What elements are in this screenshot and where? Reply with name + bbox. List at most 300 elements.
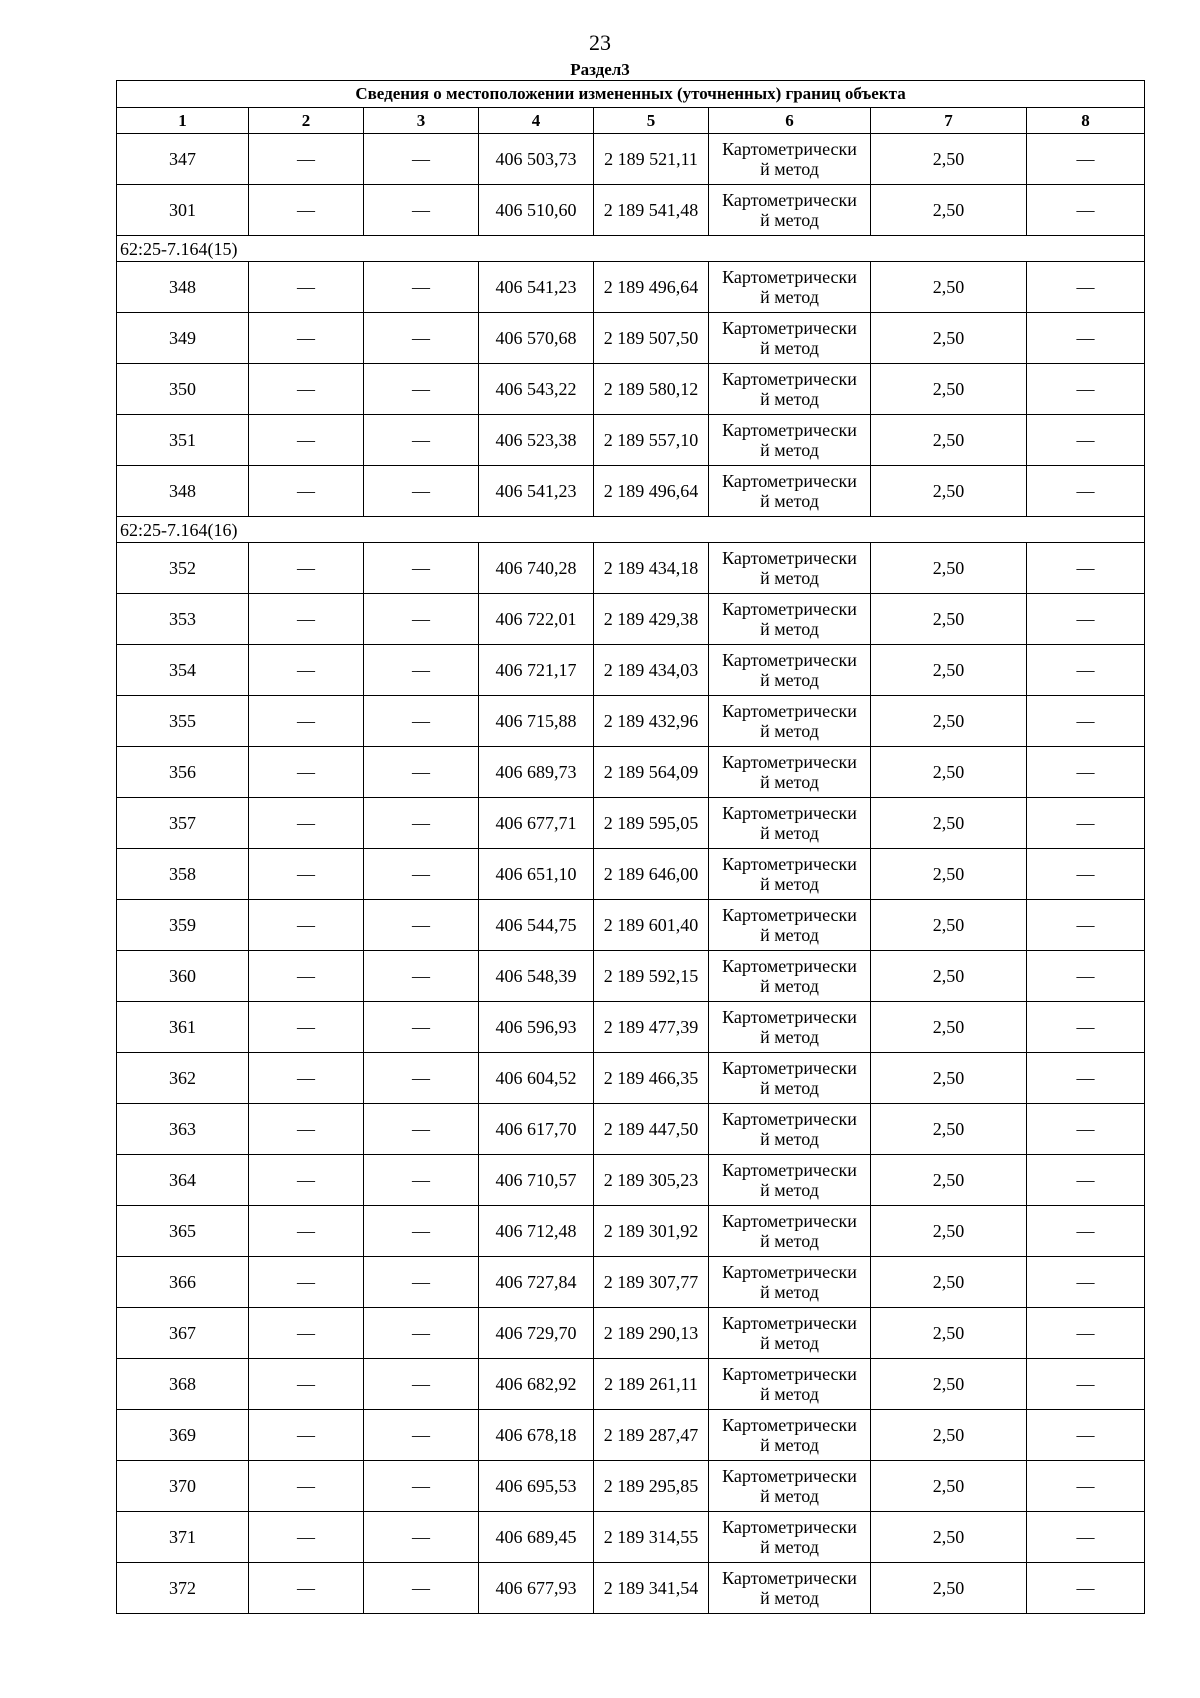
accuracy-cell: 2,50 bbox=[871, 594, 1027, 645]
point-id-cell: 348 bbox=[117, 262, 249, 313]
dash-cell: — bbox=[364, 415, 479, 466]
dash-cell: — bbox=[249, 415, 364, 466]
table-row bbox=[117, 1257, 1145, 1308]
x-coordinate-cell: 406 548,39 bbox=[479, 951, 594, 1002]
dash-cell: — bbox=[249, 594, 364, 645]
dash-cell: — bbox=[249, 543, 364, 594]
dash-cell: — bbox=[249, 900, 364, 951]
dash-cell: — bbox=[364, 900, 479, 951]
y-coordinate-cell: 2 189 477,39 bbox=[594, 1002, 709, 1053]
method-text-line1: Картометрически bbox=[722, 1415, 857, 1435]
dash-cell: — bbox=[364, 1461, 479, 1512]
method-text-line1: Картометрически bbox=[722, 1211, 857, 1231]
dash-cell: — bbox=[249, 849, 364, 900]
accuracy-cell: 2,50 bbox=[871, 1257, 1027, 1308]
x-coordinate-cell: 406 727,84 bbox=[479, 1257, 594, 1308]
y-coordinate-cell: 2 189 580,12 bbox=[594, 364, 709, 415]
x-coordinate-cell: 406 689,73 bbox=[479, 747, 594, 798]
dash-cell: — bbox=[1027, 415, 1145, 466]
point-id-cell: 350 bbox=[117, 364, 249, 415]
dash-cell: — bbox=[249, 1563, 364, 1614]
method-text-line1: Картометрически bbox=[722, 1109, 857, 1129]
y-coordinate-cell: 2 189 434,18 bbox=[594, 543, 709, 594]
table-row bbox=[117, 594, 1145, 645]
accuracy-cell: 2,50 bbox=[871, 1410, 1027, 1461]
point-id-cell: 370 bbox=[117, 1461, 249, 1512]
x-coordinate-cell: 406 596,93 bbox=[479, 1002, 594, 1053]
column-header: 2 bbox=[249, 108, 364, 134]
dash-cell: — bbox=[364, 262, 479, 313]
method-text-line2: й метод bbox=[760, 1588, 819, 1608]
x-coordinate-cell: 406 604,52 bbox=[479, 1053, 594, 1104]
method-text-line1: Картометрически bbox=[722, 471, 857, 491]
dash-cell: — bbox=[249, 1512, 364, 1563]
method-cell bbox=[709, 951, 871, 1002]
point-id-cell: 355 bbox=[117, 696, 249, 747]
y-coordinate-cell: 2 189 646,00 bbox=[594, 849, 709, 900]
table-row bbox=[117, 1104, 1145, 1155]
accuracy-cell: 2,50 bbox=[871, 900, 1027, 951]
table-row bbox=[117, 466, 1145, 517]
table-row bbox=[117, 798, 1145, 849]
method-cell bbox=[709, 1359, 871, 1410]
method-text-line1: Картометрически bbox=[722, 369, 857, 389]
dash-cell: — bbox=[1027, 1155, 1145, 1206]
column-header: 8 bbox=[1027, 108, 1145, 134]
dash-cell: — bbox=[249, 1206, 364, 1257]
method-cell bbox=[709, 696, 871, 747]
dash-cell: — bbox=[1027, 1359, 1145, 1410]
y-coordinate-cell: 2 189 541,48 bbox=[594, 185, 709, 236]
method-text-line2: й метод bbox=[760, 1435, 819, 1455]
table-body bbox=[117, 134, 1145, 1614]
y-coordinate-cell: 2 189 601,40 bbox=[594, 900, 709, 951]
dash-cell: — bbox=[1027, 1206, 1145, 1257]
method-cell bbox=[709, 466, 871, 517]
dash-cell: — bbox=[1027, 262, 1145, 313]
method-text-line1: Картометрически bbox=[722, 701, 857, 721]
dash-cell: — bbox=[1027, 364, 1145, 415]
point-id-cell: 351 bbox=[117, 415, 249, 466]
point-id-cell: 353 bbox=[117, 594, 249, 645]
dash-cell: — bbox=[364, 364, 479, 415]
y-coordinate-cell: 2 189 287,47 bbox=[594, 1410, 709, 1461]
method-cell bbox=[709, 134, 871, 185]
method-cell bbox=[709, 1563, 871, 1614]
dash-cell: — bbox=[249, 1002, 364, 1053]
column-header: 5 bbox=[594, 108, 709, 134]
method-cell bbox=[709, 1206, 871, 1257]
dash-cell: — bbox=[364, 1308, 479, 1359]
dash-cell: — bbox=[364, 645, 479, 696]
method-text-line2: й метод bbox=[760, 874, 819, 894]
point-id-cell: 368 bbox=[117, 1359, 249, 1410]
column-header: 1 bbox=[117, 108, 249, 134]
dash-cell: — bbox=[249, 1308, 364, 1359]
method-text-line1: Картометрически bbox=[722, 1313, 857, 1333]
point-id-cell: 369 bbox=[117, 1410, 249, 1461]
y-coordinate-cell: 2 189 507,50 bbox=[594, 313, 709, 364]
point-id-cell: 364 bbox=[117, 1155, 249, 1206]
y-coordinate-cell: 2 189 595,05 bbox=[594, 798, 709, 849]
dash-cell: — bbox=[1027, 951, 1145, 1002]
x-coordinate-cell: 406 523,38 bbox=[479, 415, 594, 466]
x-coordinate-cell: 406 570,68 bbox=[479, 313, 594, 364]
column-header: 3 bbox=[364, 108, 479, 134]
x-coordinate-cell: 406 678,18 bbox=[479, 1410, 594, 1461]
dash-cell: — bbox=[249, 1410, 364, 1461]
method-cell bbox=[709, 1104, 871, 1155]
method-text-line2: й метод bbox=[760, 1180, 819, 1200]
point-id-cell: 357 bbox=[117, 798, 249, 849]
x-coordinate-cell: 406 677,93 bbox=[479, 1563, 594, 1614]
method-cell bbox=[709, 364, 871, 415]
accuracy-cell: 2,50 bbox=[871, 1104, 1027, 1155]
point-id-cell: 347 bbox=[117, 134, 249, 185]
method-text-line1: Картометрически bbox=[722, 267, 857, 287]
group-label: 62:25-7.164(16) bbox=[117, 517, 1145, 543]
method-text-line2: й метод bbox=[760, 1027, 819, 1047]
point-id-cell: 301 bbox=[117, 185, 249, 236]
point-id-cell: 354 bbox=[117, 645, 249, 696]
method-text-line2: й метод bbox=[760, 619, 819, 639]
method-text-line2: й метод bbox=[760, 440, 819, 460]
accuracy-cell: 2,50 bbox=[871, 1155, 1027, 1206]
x-coordinate-cell: 406 541,23 bbox=[479, 466, 594, 517]
dash-cell: — bbox=[1027, 466, 1145, 517]
x-coordinate-cell: 406 729,70 bbox=[479, 1308, 594, 1359]
dash-cell: — bbox=[249, 1257, 364, 1308]
point-id-cell: 359 bbox=[117, 900, 249, 951]
dash-cell: — bbox=[364, 1104, 479, 1155]
y-coordinate-cell: 2 189 521,11 bbox=[594, 134, 709, 185]
y-coordinate-cell: 2 189 496,64 bbox=[594, 262, 709, 313]
point-id-cell: 349 bbox=[117, 313, 249, 364]
page-number: 23 bbox=[589, 30, 611, 55]
point-id-cell: 352 bbox=[117, 543, 249, 594]
table-row bbox=[117, 185, 1145, 236]
dash-cell: — bbox=[1027, 1104, 1145, 1155]
dash-cell: — bbox=[1027, 313, 1145, 364]
table-row bbox=[117, 543, 1145, 594]
accuracy-cell: 2,50 bbox=[871, 798, 1027, 849]
dash-cell: — bbox=[1027, 1563, 1145, 1614]
method-text-line2: й метод bbox=[760, 159, 819, 179]
method-text-line1: Картометрически bbox=[722, 1466, 857, 1486]
method-text-line1: Картометрически bbox=[722, 650, 857, 670]
y-coordinate-cell: 2 189 261,11 bbox=[594, 1359, 709, 1410]
accuracy-cell: 2,50 bbox=[871, 1461, 1027, 1512]
dash-cell: — bbox=[249, 696, 364, 747]
x-coordinate-cell: 406 740,28 bbox=[479, 543, 594, 594]
dash-cell: — bbox=[364, 849, 479, 900]
point-id-cell: 348 bbox=[117, 466, 249, 517]
table-row bbox=[117, 1155, 1145, 1206]
accuracy-cell: 2,50 bbox=[871, 645, 1027, 696]
method-text-line2: й метод bbox=[760, 721, 819, 741]
method-text-line2: й метод bbox=[760, 210, 819, 230]
point-id-cell: 356 bbox=[117, 747, 249, 798]
y-coordinate-cell: 2 189 301,92 bbox=[594, 1206, 709, 1257]
table-row bbox=[117, 951, 1145, 1002]
dash-cell: — bbox=[364, 185, 479, 236]
method-text-line1: Картометрически bbox=[722, 1364, 857, 1384]
method-text-line1: Картометрически bbox=[722, 1058, 857, 1078]
method-cell bbox=[709, 262, 871, 313]
y-coordinate-cell: 2 189 434,03 bbox=[594, 645, 709, 696]
x-coordinate-cell: 406 651,10 bbox=[479, 849, 594, 900]
accuracy-cell: 2,50 bbox=[871, 1308, 1027, 1359]
accuracy-cell: 2,50 bbox=[871, 185, 1027, 236]
table-row bbox=[117, 1410, 1145, 1461]
table-row bbox=[117, 849, 1145, 900]
method-text-line1: Картометрически bbox=[722, 803, 857, 823]
x-coordinate-cell: 406 541,23 bbox=[479, 262, 594, 313]
method-text-line2: й метод bbox=[760, 1231, 819, 1251]
dash-cell: — bbox=[364, 1512, 479, 1563]
accuracy-cell: 2,50 bbox=[871, 543, 1027, 594]
group-row bbox=[117, 517, 1145, 543]
method-text-line1: Картометрически bbox=[722, 905, 857, 925]
y-coordinate-cell: 2 189 429,38 bbox=[594, 594, 709, 645]
x-coordinate-cell: 406 722,01 bbox=[479, 594, 594, 645]
table-row bbox=[117, 1563, 1145, 1614]
y-coordinate-cell: 2 189 341,54 bbox=[594, 1563, 709, 1614]
accuracy-cell: 2,50 bbox=[871, 466, 1027, 517]
dash-cell: — bbox=[1027, 1257, 1145, 1308]
method-cell bbox=[709, 798, 871, 849]
method-text-line1: Картометрически bbox=[722, 1517, 857, 1537]
x-coordinate-cell: 406 712,48 bbox=[479, 1206, 594, 1257]
accuracy-cell: 2,50 bbox=[871, 1053, 1027, 1104]
point-id-cell: 360 bbox=[117, 951, 249, 1002]
method-text-line1: Картометрически bbox=[722, 854, 857, 874]
dash-cell: — bbox=[249, 645, 364, 696]
table-row bbox=[117, 1308, 1145, 1359]
dash-cell: — bbox=[364, 134, 479, 185]
x-coordinate-cell: 406 543,22 bbox=[479, 364, 594, 415]
accuracy-cell: 2,50 bbox=[871, 696, 1027, 747]
y-coordinate-cell: 2 189 307,77 bbox=[594, 1257, 709, 1308]
method-text-line1: Картометрически bbox=[722, 752, 857, 772]
dash-cell: — bbox=[364, 313, 479, 364]
dash-cell: — bbox=[249, 313, 364, 364]
x-coordinate-cell: 406 677,71 bbox=[479, 798, 594, 849]
dash-cell: — bbox=[249, 1104, 364, 1155]
method-cell bbox=[709, 543, 871, 594]
method-text-line2: й метод bbox=[760, 287, 819, 307]
method-text-line2: й метод bbox=[760, 1078, 819, 1098]
dash-cell: — bbox=[1027, 849, 1145, 900]
y-coordinate-cell: 2 189 496,64 bbox=[594, 466, 709, 517]
method-text-line1: Картометрически bbox=[722, 1007, 857, 1027]
method-cell bbox=[709, 1002, 871, 1053]
dash-cell: — bbox=[364, 1563, 479, 1614]
table-row bbox=[117, 134, 1145, 185]
dash-cell: — bbox=[1027, 696, 1145, 747]
table-row bbox=[117, 415, 1145, 466]
table-row bbox=[117, 1053, 1145, 1104]
dash-cell: — bbox=[1027, 594, 1145, 645]
group-row bbox=[117, 236, 1145, 262]
dash-cell: — bbox=[364, 1359, 479, 1410]
dash-cell: — bbox=[1027, 747, 1145, 798]
method-text-line2: й метод bbox=[760, 389, 819, 409]
method-cell bbox=[709, 1461, 871, 1512]
method-text-line2: й метод bbox=[760, 925, 819, 945]
point-id-cell: 365 bbox=[117, 1206, 249, 1257]
table-row bbox=[117, 1002, 1145, 1053]
x-coordinate-cell: 406 617,70 bbox=[479, 1104, 594, 1155]
y-coordinate-cell: 2 189 314,55 bbox=[594, 1512, 709, 1563]
method-text-line2: й метод bbox=[760, 491, 819, 511]
x-coordinate-cell: 406 721,17 bbox=[479, 645, 594, 696]
dash-cell: — bbox=[364, 1410, 479, 1461]
accuracy-cell: 2,50 bbox=[871, 1563, 1027, 1614]
x-coordinate-cell: 406 544,75 bbox=[479, 900, 594, 951]
dash-cell: — bbox=[364, 543, 479, 594]
dash-cell: — bbox=[1027, 1308, 1145, 1359]
table-row bbox=[117, 364, 1145, 415]
method-cell bbox=[709, 849, 871, 900]
table-caption: Сведения о местоположении измененных (уточненных) границ объекта bbox=[117, 81, 1145, 108]
method-text-line2: й метод bbox=[760, 670, 819, 690]
point-id-cell: 366 bbox=[117, 1257, 249, 1308]
method-text-line2: й метод bbox=[760, 1129, 819, 1149]
dash-cell: — bbox=[1027, 1053, 1145, 1104]
dash-cell: — bbox=[364, 798, 479, 849]
method-text-line1: Картометрически bbox=[722, 1568, 857, 1588]
method-text-line1: Картометрически bbox=[722, 420, 857, 440]
column-header-row bbox=[117, 108, 1145, 134]
dash-cell: — bbox=[1027, 1512, 1145, 1563]
method-cell bbox=[709, 1257, 871, 1308]
y-coordinate-cell: 2 189 290,13 bbox=[594, 1308, 709, 1359]
method-cell bbox=[709, 594, 871, 645]
method-cell bbox=[709, 1053, 871, 1104]
dash-cell: — bbox=[249, 951, 364, 1002]
x-coordinate-cell: 406 715,88 bbox=[479, 696, 594, 747]
table-row bbox=[117, 696, 1145, 747]
accuracy-cell: 2,50 bbox=[871, 134, 1027, 185]
table-row bbox=[117, 645, 1145, 696]
method-cell bbox=[709, 185, 871, 236]
method-text-line2: й метод bbox=[760, 1282, 819, 1302]
y-coordinate-cell: 2 189 447,50 bbox=[594, 1104, 709, 1155]
method-text-line1: Картометрически bbox=[722, 1262, 857, 1282]
group-label: 62:25-7.164(15) bbox=[117, 236, 1145, 262]
table-row bbox=[117, 1206, 1145, 1257]
coordinates-table bbox=[116, 80, 1145, 1614]
accuracy-cell: 2,50 bbox=[871, 1206, 1027, 1257]
column-header: 7 bbox=[871, 108, 1027, 134]
y-coordinate-cell: 2 189 466,35 bbox=[594, 1053, 709, 1104]
accuracy-cell: 2,50 bbox=[871, 1512, 1027, 1563]
method-text-line1: Картометрически bbox=[722, 599, 857, 619]
dash-cell: — bbox=[1027, 543, 1145, 594]
table-row bbox=[117, 747, 1145, 798]
method-text-line2: й метод bbox=[760, 1486, 819, 1506]
dash-cell: — bbox=[364, 1053, 479, 1104]
dash-cell: — bbox=[364, 1155, 479, 1206]
method-text-line2: й метод bbox=[760, 1384, 819, 1404]
method-text-line1: Картометрически bbox=[722, 956, 857, 976]
dash-cell: — bbox=[1027, 900, 1145, 951]
dash-cell: — bbox=[1027, 645, 1145, 696]
y-coordinate-cell: 2 189 592,15 bbox=[594, 951, 709, 1002]
table-row bbox=[117, 900, 1145, 951]
dash-cell: — bbox=[249, 747, 364, 798]
method-text-line2: й метод bbox=[760, 823, 819, 843]
section-title: Раздел3 bbox=[570, 60, 630, 79]
accuracy-cell: 2,50 bbox=[871, 951, 1027, 1002]
point-id-cell: 361 bbox=[117, 1002, 249, 1053]
method-text-line1: Картометрически bbox=[722, 139, 857, 159]
method-cell bbox=[709, 900, 871, 951]
dash-cell: — bbox=[364, 1257, 479, 1308]
x-coordinate-cell: 406 510,60 bbox=[479, 185, 594, 236]
method-cell bbox=[709, 1410, 871, 1461]
x-coordinate-cell: 406 503,73 bbox=[479, 134, 594, 185]
dash-cell: — bbox=[1027, 185, 1145, 236]
accuracy-cell: 2,50 bbox=[871, 747, 1027, 798]
table-row bbox=[117, 1512, 1145, 1563]
table-row bbox=[117, 1359, 1145, 1410]
dash-cell: — bbox=[249, 466, 364, 517]
method-text-line2: й метод bbox=[760, 1333, 819, 1353]
table-row bbox=[117, 262, 1145, 313]
method-text-line1: Картометрически bbox=[722, 318, 857, 338]
method-cell bbox=[709, 1155, 871, 1206]
dash-cell: — bbox=[1027, 1410, 1145, 1461]
dash-cell: — bbox=[364, 594, 479, 645]
accuracy-cell: 2,50 bbox=[871, 364, 1027, 415]
table-row bbox=[117, 313, 1145, 364]
y-coordinate-cell: 2 189 295,85 bbox=[594, 1461, 709, 1512]
method-cell bbox=[709, 313, 871, 364]
dash-cell: — bbox=[249, 1155, 364, 1206]
dash-cell: — bbox=[364, 747, 479, 798]
point-id-cell: 362 bbox=[117, 1053, 249, 1104]
point-id-cell: 372 bbox=[117, 1563, 249, 1614]
accuracy-cell: 2,50 bbox=[871, 313, 1027, 364]
method-cell bbox=[709, 1308, 871, 1359]
dash-cell: — bbox=[249, 364, 364, 415]
method-text-line2: й метод bbox=[760, 976, 819, 996]
method-cell bbox=[709, 1512, 871, 1563]
dash-cell: — bbox=[1027, 134, 1145, 185]
y-coordinate-cell: 2 189 557,10 bbox=[594, 415, 709, 466]
x-coordinate-cell: 406 710,57 bbox=[479, 1155, 594, 1206]
accuracy-cell: 2,50 bbox=[871, 1002, 1027, 1053]
method-text-line2: й метод bbox=[760, 1537, 819, 1557]
point-id-cell: 367 bbox=[117, 1308, 249, 1359]
method-text-line2: й метод bbox=[760, 568, 819, 588]
x-coordinate-cell: 406 689,45 bbox=[479, 1512, 594, 1563]
method-text-line1: Картометрически bbox=[722, 548, 857, 568]
dash-cell: — bbox=[249, 1359, 364, 1410]
method-text-line2: й метод bbox=[760, 772, 819, 792]
dash-cell: — bbox=[364, 951, 479, 1002]
y-coordinate-cell: 2 189 432,96 bbox=[594, 696, 709, 747]
dash-cell: — bbox=[364, 1002, 479, 1053]
dash-cell: — bbox=[249, 185, 364, 236]
method-cell bbox=[709, 747, 871, 798]
y-coordinate-cell: 2 189 564,09 bbox=[594, 747, 709, 798]
dash-cell: — bbox=[249, 798, 364, 849]
accuracy-cell: 2,50 bbox=[871, 1359, 1027, 1410]
column-header: 4 bbox=[479, 108, 594, 134]
